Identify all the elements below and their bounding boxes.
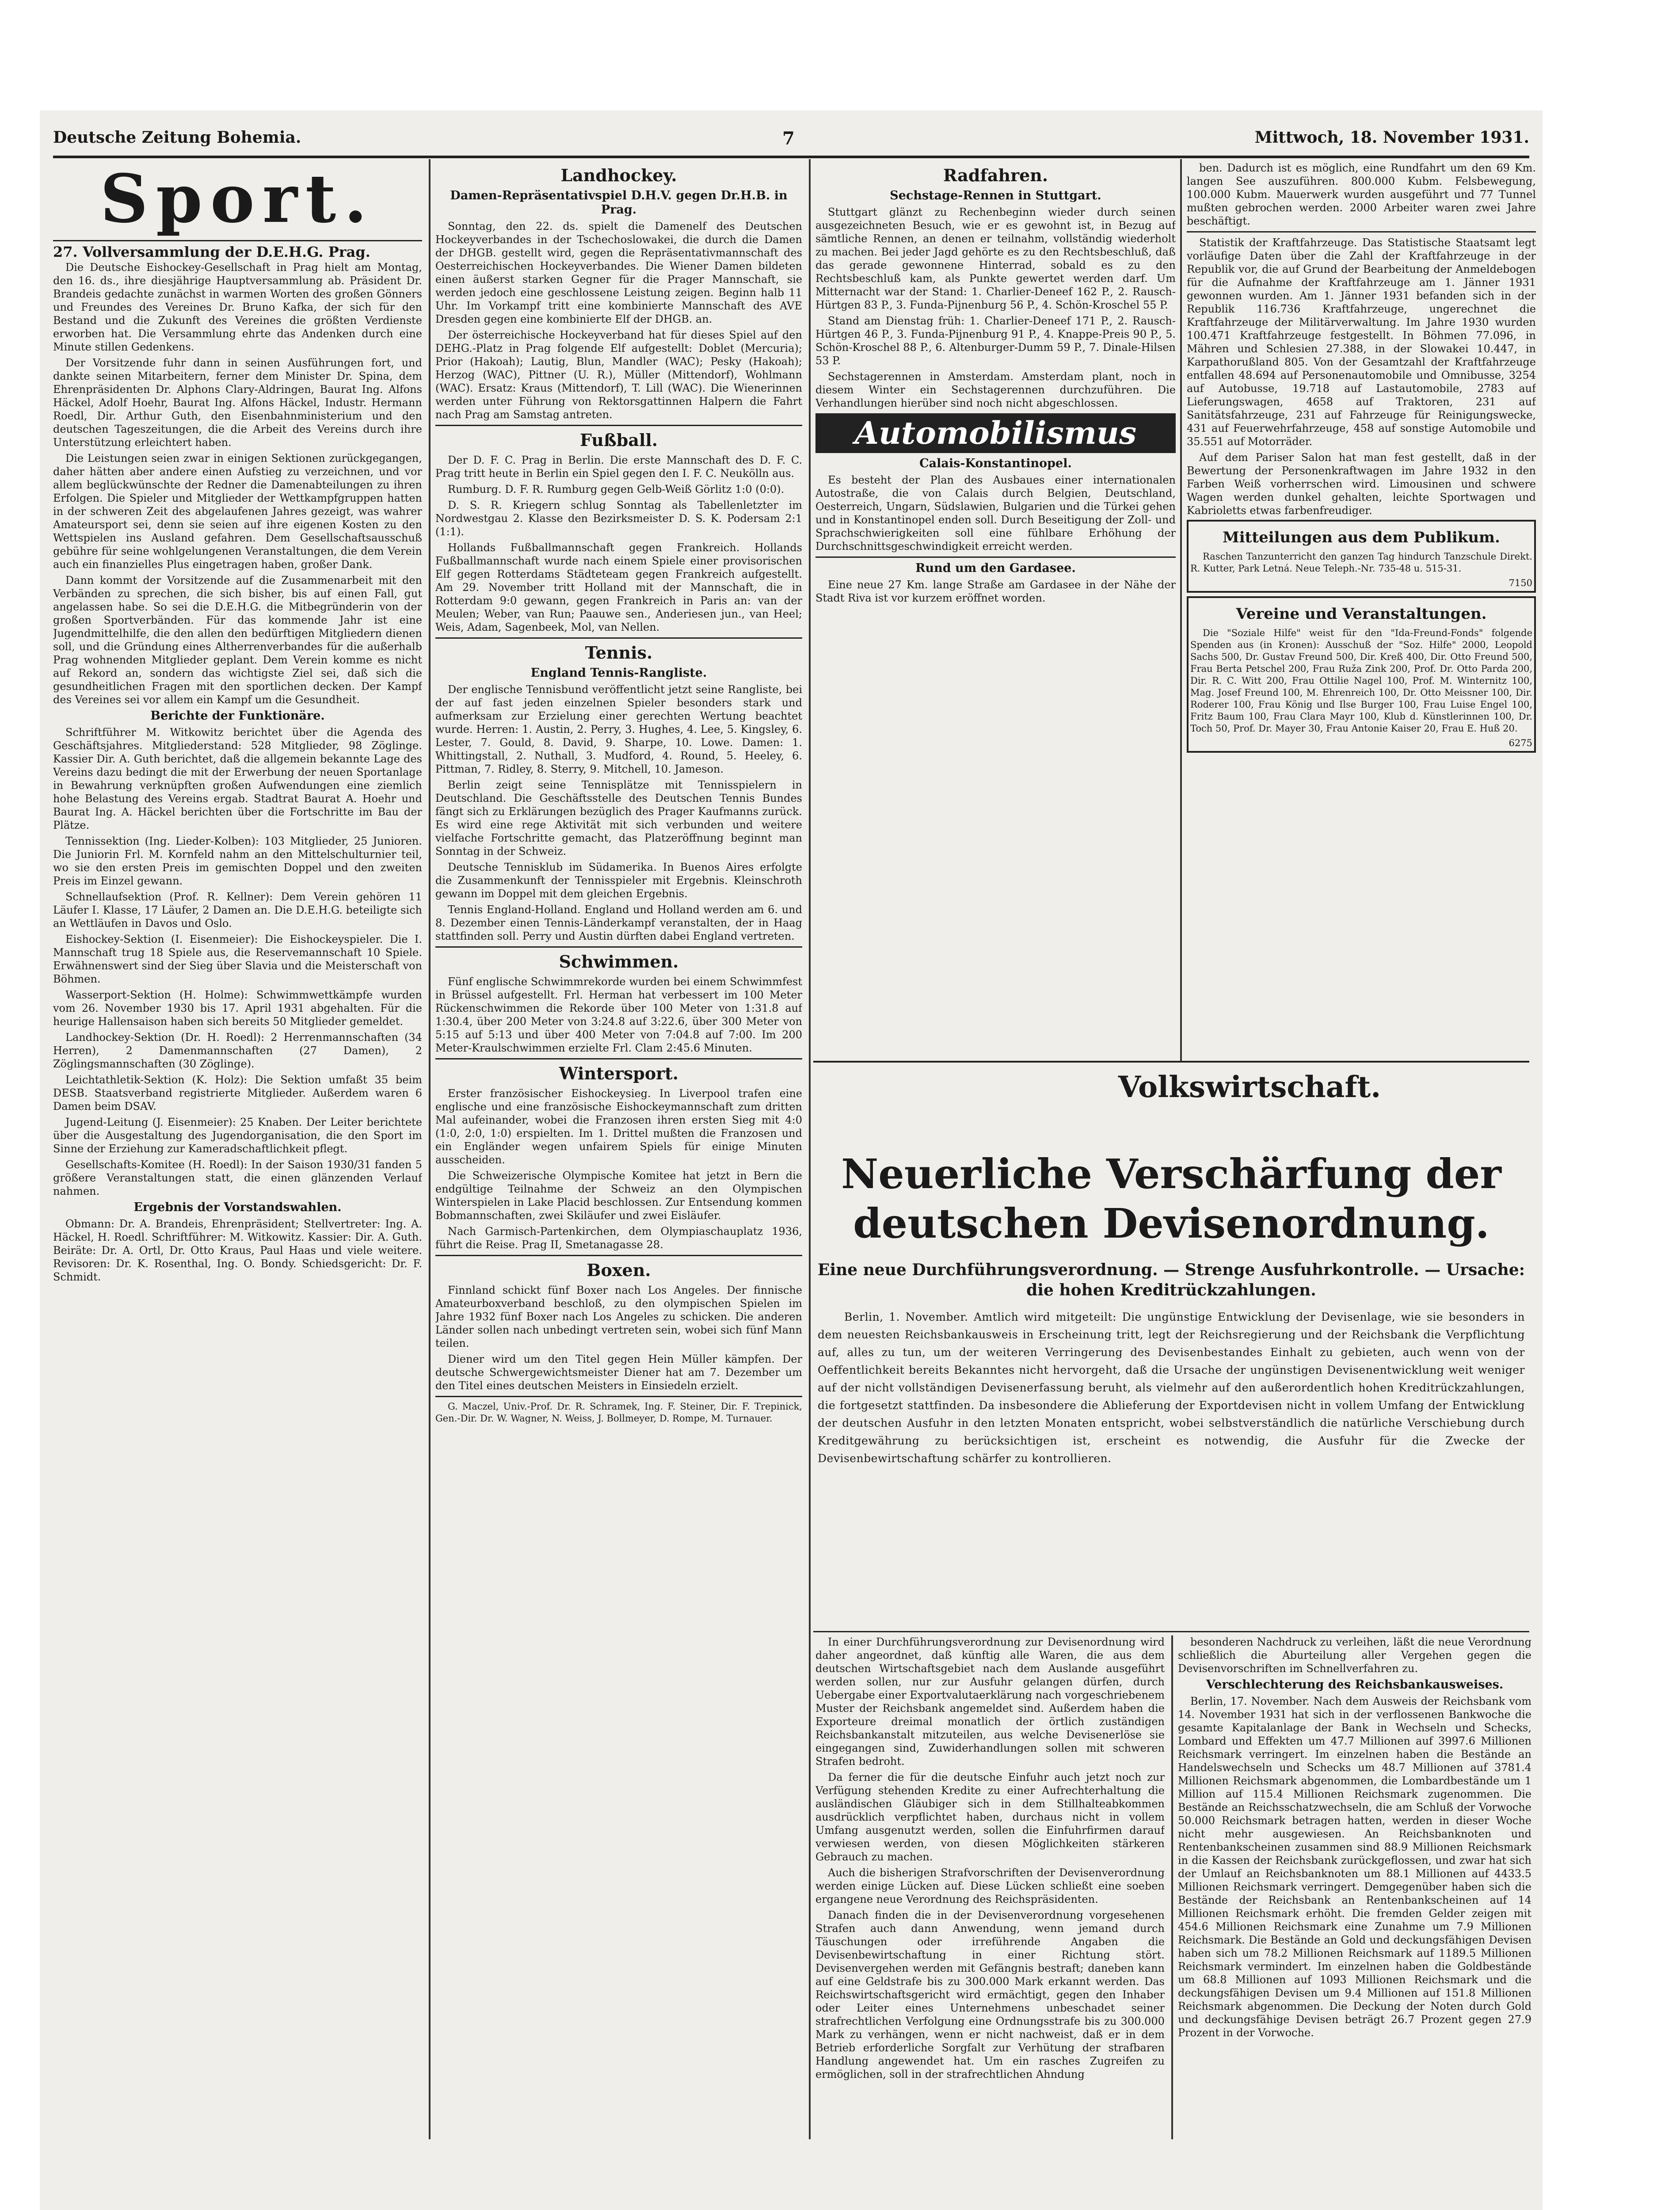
paragraph: Tennissektion (Ing. Lieder-Kolben): 103 Mitglieder, 25 Junioren. Die Juniorin Frl. M. Kornfeld nahm an den Mittelschulturnier teil, wo sie den ersten Preis im gemischten Doppel und den zweiten Preis im Einzel gewann. <box>53 835 422 887</box>
paragraph: Stuttgart glänzt zu Rechenbeginn wieder durch seinen ausgezeichneten Besuch, wie er es gewohnt ist, in Bezug auf sämtliche Rennen, an denen er teilnahm, vollständig wiederholt zu machen. Bei jeder Jagd gehörte es zu den Rechtsbeschluß, daß das gerade gewonnene Hinterrad, sobald es zu den Rechtsbeschluß kam, als Punkte gewertet werden darf. Um Mitternacht war der Stand: 1. Charlier-Deneef 162 P., 2. Rausch-Hürtgen 83 P., 3. Funda-Pijnenburg 56 P., 4. Schön-Kroschel 55 P. <box>815 206 1176 311</box>
column-rule <box>1171 1635 1173 2139</box>
paragraph: Schriftführer M. Witkowitz berichtet über die Agenda des Geschäftsjahres. Mitgliederstand: 528 Mitglieder, 98 Zöglinge. Kassier Dir. A. Guth berichtet, daß die allgemein bekannte Lage des Vereins dazu bedingt die mit der Erwerbung der neuen Sportanlage in Bewahrung verknüpften großen Aufwendungen eine ziemlich hohe Belastung des Vereins ergab. Stadtrat Baurat A. Hoehr und Baurat Ing. A. Häckel berichten über die Fortschritte im Bau der Plätze. <box>53 726 422 831</box>
column-three <box>815 161 1176 1054</box>
section-rule <box>813 1631 1529 1632</box>
paragraph: Eine neue 27 Km. lange Straße am Gardasee in der Nähe der Stadt Riva ist vor kurzem eröffnet worden. <box>815 579 1176 604</box>
paragraph: Erster französischer Eishockeysieg. In Liverpool trafen eine englische und eine französische Eishockeymannschaft zum dritten Mal aufeinander, wobei die Franzosen ihren ersten Sieg mit 4:0 (1:0, 2:0, 1:0) erspielten. Im 1. Drittel mußten die Franzosen und ein Engländer wegen unfairem Spiels für einige Minuten ausscheiden. <box>435 1087 802 1166</box>
sport-title: Sport. <box>100 161 375 238</box>
paragraph: Berlin zeigt seine Tennisplätze mit Tennisspielern in Deutschland. Die Geschäftsstelle des Deutschen Tennis Bundes fängt sich zu Erklärungen bezüglich des Prager Kaufmanns zurück. Es wird eine rege Aktivität mit sich verbunden und weitere vielfache Fortschritte gemacht, das Platzeröffnung beginnt man Sonntag in der Schweiz. <box>435 779 802 857</box>
header-rule <box>53 156 1529 158</box>
section-heading: Radfahren. <box>943 165 1048 185</box>
paragraph: Leichtathletik-Sektion (K. Holz): Die Sektion umfaßt 35 beim DESB. Staatsverband registrierte Mitglieder. Außerdem waren 6 Damen beim DSAV. <box>53 1074 422 1113</box>
economy-headline: Neuerliche Verschärfung der deutschen Devisenordnung. <box>841 1150 1501 1247</box>
section-heading: Boxen. <box>587 1260 651 1280</box>
paragraph: Auf dem Pariser Salon hat man fest gestellt, daß in der Bewertung der Personenkraftwagen im Jahre 1932 in den Farben Weiß vorherrschen wird. Limousinen und schwere Wagen werden dunkel gehalten, leichte Sportwagen und Kabrioletts etwas farbenfreudiger. <box>1187 451 1536 517</box>
paragraph: besonderen Nachdruck zu verleihen, läßt die neue Verordnung schließlich die Aburteilung aller Vergehen gegen die Devisenvorschriften im Schnellverfahren zu. <box>1178 1636 1531 1675</box>
paragraph: Landhockey-Sektion (Dr. H. Roedl): 2 Herrenmannschaften (34 Herren), 2 Damenmannschaften (27 Damen), 2 Zöglingsmannschaften (30 Zöglinge). <box>53 1031 422 1070</box>
notice-number: 6275 <box>1509 738 1532 748</box>
section-heading: Mitteilungen aus dem Publikum. <box>1223 529 1500 546</box>
paragraph: In einer Durchführungsverordnung zur Devisenordnung wird daher angeordnet, daß künftig alle Waren, die aus dem deutschen Wirtschaftsgebiet nach dem Auslande ausgeführt werden sollen, nur zur Ausfuhr gelangen dürfen, durch Uebergabe einer Exportvalutaerklärung nach vorgeschriebenem Muster der Reichsbank angemeldet sind. Außerdem haben die Exporteure dreimal monatlich der örtlich zuständigen Reichsbankanstalt mitzuteilen, aus welche Devisenerlöse sie eingegangen sind, Zuwiderhandlungen sollen mit schweren Strafen bedroht. <box>815 1636 1165 1768</box>
economy-subheadline: Eine neue Durchführungsverordnung. — Strenge Ausfuhrkontrolle. — Ursache: die hohen Kreditrückzahlungen. <box>818 1261 1525 1299</box>
section-heading: Berichte der Funktionäre. <box>150 709 325 723</box>
paragraph: Der englische Tennisbund veröffentlicht jetzt seine Rangliste, bei der auf fast jeden einzelnen Spieler besonders stark und aufmerksam zur Erzielung einer gerechten Wertung beachtet wurde. Herren: 1. Austin, 2. Perry, 3. Hughes, 4. Lee, 5. Kingsley, 6. Lester, 7. Gould, 8. David, 9. Sharpe, 10. Lowe. Damen: 1. Whittingstall, 2. Nuthall, 3. Mudford, 4. Round, 5. Heeley, 6. Pittman, 7. Ridley, 8. Sterry, 9. Mitchell, 10. Jameson. <box>435 683 802 775</box>
economy-lead <box>818 1308 1525 1467</box>
article-headline: Verschlechterung des Reichsbankausweises. <box>1206 1678 1504 1692</box>
section-heading: Schwimmen. <box>559 952 679 972</box>
section-heading: Landhockey. <box>560 165 677 185</box>
page-number: 7 <box>782 128 795 149</box>
paragraph: Rumburg. D. F. R. Rumburg gegen Gelb-Weiß Görlitz 1:0 (0:0). <box>448 483 785 495</box>
advertisement: G. Maczel, Univ.-Prof. Dr. R. Schramek, Ing. F. Steiner, Dir. F. Trepinick, Gen.-Dir. Dr. W. Wagner, N. Weiss, J. Bollmeyer, D. Rompe, M. Turnauer. <box>435 1401 802 1424</box>
paragraph: Da ferner die für die deutsche Einfuhr auch jetzt noch zur Verfügung stehenden Kredite zu einer Aufrechterhaltung die ausländischen Gläubiger sich in dem Stillhalteabkommen ausdrücklich verpflichtet haben, durchaus nicht in vollem Umfang ausgenutzt werden, sollen die Einfuhrfirmen darauf verwiesen werden, von diesen Möglichkeiten stärkeren Gebrauch zu machen. <box>815 1771 1165 1863</box>
paragraph: Auch die bisherigen Strafvorschriften der Devisenverordnung werden einige Lücken auf. Diese Lücken schließt eine soeben ergangene neue Verordnung des Reichspräsidenten. <box>815 1867 1165 1905</box>
paragraph: Deutsche Tennisklub im Südamerika. In Buenos Aires erfolgte die Zusammenkunft der Tennisspieler mit Ergebnis. Kleinschroth gewann im Doppel mit dem gleichen Ergebnis. <box>435 861 802 900</box>
paragraph: Wasserport-Sektion (H. Holme): Schwimmwettkämpfe wurden vom 26. November 1930 bis 17. April 1931 abgehalten. Für die heurige Hallensaison haben sich bereits 50 Mitglieder gemeldet. <box>53 989 422 1028</box>
article-headline: Rund um den Gardasee. <box>915 561 1076 575</box>
paragraph: Der österreichische Hockeyverband hat für dieses Spiel auf den DEHG.-Platz in Prag folgende Elf aufgestellt: Doblet (Mercuria); Prior (Hakoah); Lautig, Blun, Mandler (WAC); Pesky (Hakoah); Herzog (WAC), Pittner (U. R.), Müller (Mittendorf), Wohlmann (WAC). Ersatz: Kraus (Mittendorf), T. Lill (WAC). Die Wienerinnen werden unter Führung von Rektorsgattinnen Halpern die Fahrt nach Prag am Samstag antreten. <box>435 329 802 421</box>
section-heading: Vereine und Veranstaltungen. <box>1236 605 1487 623</box>
paragraph: Berlin, 1. November. Amtlich wird mitgeteilt: Die ungünstige Entwicklung der Devisenlage, wie sie besonders in dem neuesten Reichsbankausweis in Erscheinung tritt, legt der Reichsregierung und der Reichsbank die Verpflichtung auf, alles zu tun, um der weiteren Verringerung des Devisenbestandes Einhalt zu gebieten, auch wenn von der Oeffentlichkeit bereits Bekanntes nicht hervorgeht, daß die Ursache der ungünstigen Devisenentwicklung weit weniger auf der nicht vollständigen Devisenerfassung beruht, als vielmehr auf den außerordentlich hohen Kreditrückzahlungen, die fortgesetzt stattfinden. Da insbesondere die Ablieferung der Exportdevisen nicht in vollem Umfang der Entwicklung der deutschen Ausfuhr in den letzten Monaten entspricht, wobei selbstverständlich die natürliche Verschiebung durch Kreditgewährung zu berücksichtigen ist, erscheint es notwendig, die Ausfuhr für die Zwecke der Devisenbewirtschaftung schärfer zu kontrollieren. <box>818 1311 1525 1465</box>
column-four <box>1187 161 1536 1054</box>
notice: Raschen Tanzunterricht den ganzen Tag hindurch Tanzschule Direkt. R. Kutter, Park Letná. Neue Teleph.-Nr. 735-48 u. 515-31. <box>1190 551 1532 574</box>
article-headline: Sechstage-Rennen in Stuttgart. <box>890 189 1101 202</box>
paragraph: Berlin, 17. November. Nach dem Ausweis der Reichsbank vom 14. November 1931 hat sich in der verflossenen Bankwoche die gesamte Kapitalanlage der Bank in Wechseln und Schecks, Lombard und Effekten um 47.7 Millionen auf 3997.6 Millionen Reichsmark verringert. Im einzelnen haben die Bestände an Handelswechseln und Schecks um 48.7 Millionen auf 3781.4 Millionen Reichsmark abgenommen, die Lombardbestände um 1 Million auf 115.4 Millionen Reichsmark zugenommen. Die Bestände an Reichsschatzwechseln, die am Schluß der Vorwoche 50.000 Reichsmark betragen hatten, werden in dieser Woche nicht mehr ausgewiesen. An Reichsbanknoten und Rentenbankscheinen zusammen sind 88.9 Millionen Reichsmark in die Kassen der Reichsbank zurückgeflossen, und zwar hat sich der Umlauf an Reichsbanknoten um 88.1 Millionen auf 4433.5 Millionen Reichsmark verringert. Demgegenüber haben sich die Bestände der Reichsbank an Rentenbankscheinen auf 14 Millionen Reichsmark erhöht. Die fremden Gelder zeigen mit 454.6 Millionen Reichsmark eine Zunahme um 7.9 Millionen Reichsmark. Die Bestände an Gold und deckungsfähigen Devisen haben sich um 78.2 Millionen Reichsmark auf 1189.5 Millionen Reichsmark vermindert. Im einzelnen haben die Goldbestände um 68.8 Millionen auf 1093 Millionen Reichsmark und die deckungsfähigen Devisen um 9.4 Millionen auf 151.8 Millionen Reichsmark abgenommen. Die Deckung der Noten durch Gold und deckungsfähige Devisen beträgt 26.7 Prozent gegen 27.9 Prozent in der Vorwoche. <box>1178 1695 1531 2039</box>
paragraph: Es besteht der Plan des Ausbaues einer internationalen Autostraße, die von Calais durch Belgien, Deutschland, Oesterreich, Ungarn, Südslawien, Bulgarien und die Türkei gehen und in Konstantinopel enden soll. Durch Beseitigung der Zoll- und Sprachschwierigkeiten soll eine fühlbare Erhöhung der Durchschnittsgeschwindigkeit erreicht werden. <box>815 474 1176 552</box>
section-heading: Fußball. <box>579 430 658 450</box>
notice: Die "Soziale Hilfe" weist für den "Ida-Freund-Fonds" folgende Spenden aus (in Kronen): Ausschuß der "Soz. Hilfe" 2000, Leopold Sachs 500, Dr. Gustav Freund 500, Dir. Kreß 400, Dir. Otto Freund 500, Frau Berta Petschel 200, Frau Ruža Zink 200, Prof. Dr. Otto Parda 200, Dir. R. C. Witt 200, Frau Ottilie Nagel 100, Prof. M. Winternitz 100, Mag. Josef Freund 100, M. Ehrenreich 100, Dr. Otto Meissner 100, Dir. Roderer 100, Frau König und Ilse Burger 100, Frau Luise Engel 100, Fritz Baum 100, Frau Clara Mayr 100, Klub d. Künstlerinnen 100, Dr. Toch 50, Prof. Dr. Mayer 30, Frau Antonie Kaiser 20, Frau E. Huß 20. <box>1190 628 1532 734</box>
paragraph: Statistik der Kraftfahrzeuge. Das Statistische Staatsamt legt vorläufige Daten über die Zahl der Kraftfahrzeuge in der Republik vor, die auf Grund der Bearbeitung der Anmeldebogen für die Aufnahme der Kraftfahrzeuge am 1. Jänner 1931 gewonnen wurden. Am 1. Jänner 1931 befanden sich in der Republik 116.736 Kraftfahrzeuge, ungerechnet die Kraftfahrzeuge der Militärverwaltung. Im Jahre 1930 wurden 100.471 Kraftfahrzeuge festgestellt. In Böhmen 77.096, in Mähren und Schlesien 27.388, in der Slowakei 10.447, in Karpathorußland 805. Von der Gesamtzahl der Kraftfahrzeuge entfallen 48.694 auf Personenautomobile und Omnibusse, 3254 auf Autobusse, 19.718 auf Lastautomobile, 2783 auf Lieferungswagen, 4658 auf Traktoren, 231 auf Sanitätsfahrzeuge, 231 auf Fahrzeuge für Reinigungswecke, 431 auf Feuerwehrfahrzeuge, 458 auf sonstige Automobile und 35.551 auf Motorräder. <box>1187 236 1536 448</box>
section-heading: Wintersport. <box>559 1063 678 1083</box>
paragraph: Der Vorsitzende fuhr dann in seinen Ausführungen fort, und dankte seinen Mitarbeitern, ferner dem Minister Dr. Spina, dem Ehrenpräsidenten Dr. Alphons Clary-Aldringen, Baurat Ing. Alfons Häckel, Adolf Hoehr, Baurat Ing. Alfons Häckel, Industr. Hermann Roedl, Dir. Arthur Guth, den Eisenbahnministerium und den deutschen Tageszeitungen, die die Arbeit des Vereins durch ihre Unterstützung erleichtert haben. <box>53 357 422 449</box>
paragraph: Sonntag, den 22. ds. spielt die Damenelf des Deutschen Hockeyverbandes in der Tschechoslowakei, die durch die Damen der DHGB. gestellt wird, gegen die Repräsentativmannschaft des Oesterreichischen Hockeyverbandes. Die Wiener Damen bildeten einen äußerst starken Gegner für die Prager Mannschaft, sie werden jedoch eine geschlossene Leistung zeigen. Beginn halb 11 Uhr. Im Vorkampf tritt eine kombinierte Mannschaft des AVE Dresden gegen eine kombinierte Elf der DHGB. an. <box>435 220 802 325</box>
economy-left-column <box>815 1635 1165 2139</box>
paragraph: Die Schweizerische Olympische Komitee hat jetzt in Bern die endgültige Teilnahme der Schweiz an den Olympischen Winterspielen in Lake Placid beschlossen. Zur Entsendung kommen Bobmannschaften, zwei Skiläufer und zwei Eisläufer. <box>435 1170 802 1222</box>
issue-date: Mittwoch, 18. November 1931. <box>1254 128 1529 147</box>
article-headline: Damen-Repräsentativspiel D.H.V. gegen Dr.H.B. in Prag. <box>450 189 788 217</box>
paragraph: Obmann: Dr. A. Brandeis, Ehrenpräsident; Stellvertreter: Ing. A. Häckel, H. Roedl. Schriftführer: M. Witkowitz. Kassier: Dir. A. Guth. Beiräte: Dr. A. Ortl, Dr. Otto Kraus, Paul Haas und viele weitere. Revisoren: Dr. K. Rosenthal, Ing. O. Bondy. Schiedsgericht: Dr. F. Schmidt. <box>53 1218 422 1283</box>
sport-column <box>53 161 422 2139</box>
paragraph: Finnland schickt fünf Boxer nach Los Angeles. Der finnische Amateurboxverband beschloß, zu den olympischen Spielen im Jahre 1932 fünf Boxer nach Los Angeles zu schicken. Die anderen Länder sollen nach unbedingt vertreten sein, wobei sich fünf Mann teilen. <box>435 1284 802 1349</box>
economy-right-column <box>1178 1635 1531 2139</box>
column-rule <box>429 159 430 2139</box>
paragraph: Hollands Fußballmannschaft gegen Frankreich. Hollands Fußballmannschaft wurde nach einem Spiele einer provisorischen Elf gegen Rotterdams Städteteam gegen Frankreich aufgestellt. Am 29. November tritt Holland mit der Mannschaft, die in Rotterdam 9:0 gewann, gegen Frankreich in Paris an: van der Meulen; Weber, van Run; Paauwe sen., Anderiesen jun., van Heel; Weis, Adam, Sagenbeek, Mol, van Nellen. <box>435 541 802 633</box>
paragraph: Schnellaufsektion (Prof. R. Kellner): Dem Verein gehören 11 Läufer I. Klasse, 17 Läufer, 2 Damen an. Die D.E.H.G. beteiligte sich an Wettläufen in Davos und Oslo. <box>53 891 422 930</box>
column-rule <box>1180 159 1182 1061</box>
paragraph: Diener wird um den Titel gegen Hein Müller kämpfen. Der deutsche Schwergewichtsmeister Diener hat am 7. Dezember um den Titel eines deutschen Meisters in Einsiedeln erzielt. <box>435 1353 802 1392</box>
section-rule <box>813 1061 1529 1063</box>
automobilismus-banner: Automobilismus <box>815 413 1176 453</box>
paragraph: Gesellschafts-Komitee (H. Roedl): In der Saison 1930/31 fanden 5 größere Veranstaltungen statt, die einen glänzenden Verlauf nahmen. <box>53 1158 422 1197</box>
column-two <box>435 161 802 2139</box>
paragraph: ben. Dadurch ist es möglich, eine Rundfahrt um den 69 Km. langen See auszuführen. 800.000 Kubm. Felsbewegung, 100.000 Kubm. Mauerwerk wurden ausgeführt und 77 Tunnel mußten gebrochen werden. 2000 Arbeiter waren zwei Jahre beschäftigt. <box>1187 162 1536 227</box>
paragraph: D. S. R. Kriegern schlug Sonntag als Tabellenletzter im Nordwestgau 2. Klasse den Bezirksmeister D. S. K. Podersam 2:1 (1:1). <box>435 499 802 538</box>
article-headline: England Tennis-Rangliste. <box>530 666 707 680</box>
paragraph: Sechstagerennen in Amsterdam. Amsterdam plant, noch in diesem Winter ein Sechstagerennen durchzuführen. Die Verhandlungen hierüber sind noch nicht abgeschlossen. <box>815 370 1176 409</box>
page-header <box>53 128 1529 155</box>
paragraph: Die Deutsche Eishockey-Gesellschaft in Prag hielt am Montag, den 16. ds., ihre diesjährige Hauptversammlung ab. Präsident Dr. Brandeis gedachte zunächst in warmen Worten des großen Gönners und Freundes des Vereines Dr. Bruno Kafka, der sich für den Bestand und die Zukunft des Vereines die größten Verdienste erworben hat. Die Versammlung ehrte das Andenken durch eine Minute stillen Gedenkens. <box>53 261 422 353</box>
paragraph: Fünf englische Schwimmrekorde wurden bei einem Schwimmfest in Brüssel aufgestellt. Frl. Herman hat verbessert im 100 Meter Rückenschwimmen die Rekorde über 100 Meter von 1:31.8 auf 1:30.4, über 200 Meter von 3:24.8 auf 3:22.6, über 300 Meter von 5:15 auf 5:13 und über 400 Meter von 7:04.8 auf 7:00. Im 200 Meter-Kraulschwimmen erzielte Frl. Clam 2:45.6 Minuten. <box>435 975 802 1054</box>
paragraph: Dann kommt der Vorsitzende auf die Zusammenarbeit mit den Verbänden zu sprechen, die sich bisher, bis auf einen Fall, gut angelassen habe. So sei die D.E.H.G. die Mitbegründerin von der großen Sportverbänden. Für das kommende Jahr ist eine Jugendmittelhilfe, die den allen den bedürftigen Mitgliedern dienen soll, und die Gründung eines Altherrenverbandes für die außerhalb Prag wohnenden Mitglieder geplant. Dem Verein komme es nicht auf Rekord an, sondern das wichtigste Ziel sei, daß sich die gesundheitlichen Fragen mit den sportlichen decken. Der Kampf des Vereines sei vor allem ein Kampf um die Gesundheit. <box>53 574 422 706</box>
paragraph: Stand am Dienstag früh: 1. Charlier-Deneef 171 P., 2. Rausch-Hürtgen 46 P., 3. Funda-Pijnenburg 91 P., 4. Knappe-Preis 90 P., 5. Schön-Kroschel 88 P., 6. Altenburger-Dumm 59 P., 7. Dinale-Hilsen 53 P. <box>815 315 1176 367</box>
paragraph: Tennis England-Holland. England und Holland werden am 6. und 8. Dezember einen Tennis-Länderkampf veranstalten, der in Haag stattfinden soll. Perry und Austin dürften dabei England vertreten. <box>435 903 802 942</box>
section-heading: Ergebnis der Vorstandswahlen. <box>133 1200 342 1214</box>
notice-number: 7150 <box>1509 578 1532 588</box>
paragraph: Eishockey-Sektion (I. Eisenmeier): Die Eishockeyspieler. Die I. Mannschaft trug 18 Spiele aus, die Reservemannschaft 10 Spiele. Erwähnenswert sind der Sieg über Slavia und die Meisterschaft von Böhmen. <box>53 933 422 985</box>
paragraph: Der D. F. C. Prag in Berlin. Die erste Mannschaft des D. F. C. Prag tritt heute in Berlin ein Spiel gegen den I. F. C. Neukölln aus. <box>435 454 802 480</box>
article-headline: Calais-Konstantinopel. <box>919 457 1072 470</box>
paper-name: Deutsche Zeitung Bohemia. <box>53 128 301 147</box>
paragraph: Danach finden die in der Devisenverordnung vorgesehenen Strafen auch dann Anwendung, wenn jemand durch Täuschungen oder irreführende Angaben die Devisenbewirtschaftung in einer Richtung stört. Devisenvergehen werden mit Gefängnis bestraft; daneben kann auf eine Geldstrafe bis zu 300.000 Mark erkannt werden. Das Reichswirtschaftsgericht wird ermächtigt, gegen den Inhaber oder Leiter eines Unternehmens unbeschadet seiner strafrechtlichen Verfolgung eine Ordnungsstrafe bis zu 300.000 Mark zu verhängen, wenn er nicht nachweist, daß er in dem Betrieb erforderliche Sorgfalt zur Verhütung der strafbaren Handlung angewendet hat. Um ein rasches Zugreifen zu ermöglichen, soll in der strafrechtlichen Ahndung <box>815 1909 1165 2080</box>
paragraph: Die Leistungen seien zwar in einigen Sektionen zurückgegangen, daher hätten aber andere einen Aufstieg zu verzeichnen, und vor allem beglückwünschte der Redner die Damenabteilungen zu ihren Erfolgen. Die Spieler und Mitglieder der Wettkampfgruppen hatten in der schweren Zeit des abgelaufenen Jahres gezeigt, was wahrer Amateursport sei, denn sie seien auf ihre eigenen Kosten zu den Wettspielen ins Ausland gefahren. Dem Gesellschaftsausschuß gebühre für seine wohlgelungenen Veranstaltungen, die dem Verein auch ein finanzielles Plus eingetragen haben, großer Dank. <box>53 452 422 571</box>
paragraph: Jugend-Leitung (J. Eisenmeier): 25 Knaben. Der Leiter berichtete über die Ausgestaltung des Jugendorganisation, die den Sport im Sinne der Erziehung zur Kameradschaftlichkeit pflegt. <box>53 1116 422 1155</box>
article-headline: 27. Vollversammlung der D.E.H.G. Prag. <box>53 244 370 260</box>
economy-section-title: Volkswirtschaft. <box>1118 1070 1381 1104</box>
column-rule <box>809 159 811 2139</box>
paragraph: Nach Garmisch-Partenkirchen, dem Olympiaschauplatz 1936, führt die Reise. Prag II, Smetanagasse 28. <box>435 1225 802 1251</box>
section-heading: Tennis. <box>585 643 653 663</box>
